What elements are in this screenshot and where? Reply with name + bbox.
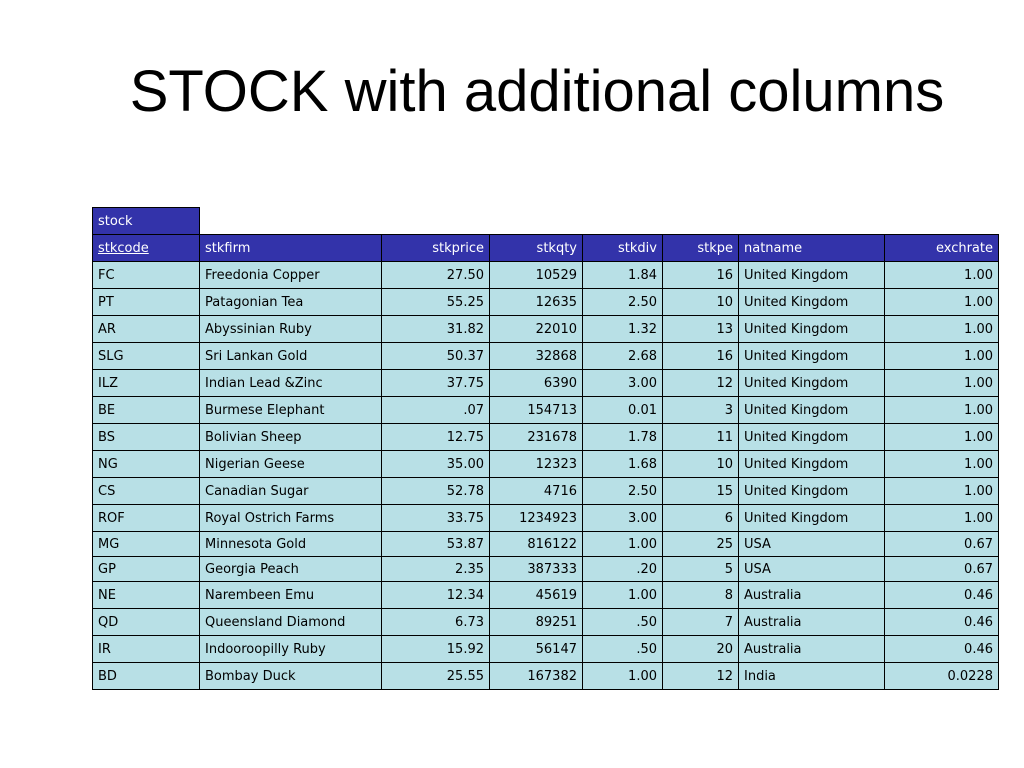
cell-natname: United Kingdom — [739, 451, 885, 478]
cell-stkcode: GP — [93, 557, 200, 582]
cell-stkfirm: Freedonia Copper — [200, 262, 382, 289]
cell-natname: United Kingdom — [739, 505, 885, 532]
table-row — [93, 370, 999, 397]
cell-stkfirm: Nigerian Geese — [200, 451, 382, 478]
cell-stkcode: AR — [93, 316, 200, 343]
cell-stkcode: NE — [93, 582, 200, 609]
cell-stkcode: PT — [93, 289, 200, 316]
cell-stkqty: 1234923 — [490, 505, 583, 532]
table-name-spacer — [200, 208, 999, 235]
cell-stkdiv: .50 — [583, 609, 663, 636]
cell-exchrate: 1.00 — [885, 289, 999, 316]
cell-stkprice: 33.75 — [382, 505, 490, 532]
cell-natname: United Kingdom — [739, 343, 885, 370]
cell-stkpe: 12 — [663, 370, 739, 397]
cell-stkdiv: 2.50 — [583, 289, 663, 316]
cell-stkqty: 154713 — [490, 397, 583, 424]
cell-stkcode: ROF — [93, 505, 200, 532]
cell-stkprice: 27.50 — [382, 262, 490, 289]
column-header-stkdiv: stkdiv — [583, 235, 663, 262]
cell-stkcode: CS — [93, 478, 200, 505]
cell-stkpe: 25 — [663, 532, 739, 557]
cell-stkpe: 11 — [663, 424, 739, 451]
table-row — [93, 397, 999, 424]
table-row — [93, 557, 999, 582]
cell-natname: Australia — [739, 609, 885, 636]
cell-stkfirm: Bombay Duck — [200, 663, 382, 690]
cell-stkfirm: Minnesota Gold — [200, 532, 382, 557]
cell-stkcode: ILZ — [93, 370, 200, 397]
table-row — [93, 609, 999, 636]
cell-stkfirm: Sri Lankan Gold — [200, 343, 382, 370]
table-row — [93, 289, 999, 316]
slide-title: STOCK with additional columns — [129, 59, 945, 124]
cell-stkdiv: 3.00 — [583, 505, 663, 532]
table-row — [93, 262, 999, 289]
stock-table — [92, 207, 999, 690]
cell-stkprice: 31.82 — [382, 316, 490, 343]
cell-stkqty: 22010 — [490, 316, 583, 343]
cell-stkqty: 89251 — [490, 609, 583, 636]
cell-exchrate: 1.00 — [885, 397, 999, 424]
table-row — [93, 532, 999, 557]
cell-natname: USA — [739, 532, 885, 557]
table-row — [93, 636, 999, 663]
cell-stkfirm: Narembeen Emu — [200, 582, 382, 609]
cell-stkqty: 12323 — [490, 451, 583, 478]
cell-exchrate: 1.00 — [885, 478, 999, 505]
cell-stkfirm: Queensland Diamond — [200, 609, 382, 636]
cell-stkpe: 8 — [663, 582, 739, 609]
cell-stkdiv: 1.68 — [583, 451, 663, 478]
cell-stkcode: FC — [93, 262, 200, 289]
table-row — [93, 424, 999, 451]
cell-stkdiv: 3.00 — [583, 370, 663, 397]
cell-stkdiv: 1.00 — [583, 663, 663, 690]
table-name-row — [93, 208, 999, 235]
cell-stkpe: 10 — [663, 451, 739, 478]
cell-stkcode: BE — [93, 397, 200, 424]
cell-stkpe: 15 — [663, 478, 739, 505]
cell-stkqty: 4716 — [490, 478, 583, 505]
cell-stkpe: 12 — [663, 663, 739, 690]
column-header-stkprice: stkprice — [382, 235, 490, 262]
cell-stkqty: 387333 — [490, 557, 583, 582]
cell-natname: United Kingdom — [739, 316, 885, 343]
cell-exchrate: 1.00 — [885, 343, 999, 370]
cell-stkdiv: 2.50 — [583, 478, 663, 505]
cell-stkpe: 6 — [663, 505, 739, 532]
column-header-stkcode: stkcode — [93, 235, 200, 262]
cell-exchrate: 1.00 — [885, 505, 999, 532]
cell-stkcode: BS — [93, 424, 200, 451]
cell-stkdiv: 1.00 — [583, 532, 663, 557]
cell-exchrate: 1.00 — [885, 262, 999, 289]
cell-stkprice: .07 — [382, 397, 490, 424]
cell-stkpe: 20 — [663, 636, 739, 663]
cell-stkqty: 816122 — [490, 532, 583, 557]
cell-stkqty: 12635 — [490, 289, 583, 316]
cell-stkprice: 15.92 — [382, 636, 490, 663]
cell-natname: United Kingdom — [739, 424, 885, 451]
cell-stkprice: 50.37 — [382, 343, 490, 370]
cell-exchrate: 0.67 — [885, 557, 999, 582]
cell-stkpe: 16 — [663, 262, 739, 289]
cell-stkcode: MG — [93, 532, 200, 557]
column-header-stkfirm: stkfirm — [200, 235, 382, 262]
cell-stkprice: 53.87 — [382, 532, 490, 557]
cell-exchrate: 0.67 — [885, 532, 999, 557]
cell-exchrate: 0.0228 — [885, 663, 999, 690]
column-header-row — [93, 235, 999, 262]
cell-stkdiv: 0.01 — [583, 397, 663, 424]
cell-exchrate: 0.46 — [885, 636, 999, 663]
table-row — [93, 582, 999, 609]
cell-stkfirm: Indian Lead &Zinc — [200, 370, 382, 397]
table-row — [93, 343, 999, 370]
cell-stkdiv: .20 — [583, 557, 663, 582]
cell-stkqty: 231678 — [490, 424, 583, 451]
cell-stkprice: 55.25 — [382, 289, 490, 316]
cell-stkprice: 25.55 — [382, 663, 490, 690]
cell-stkqty: 6390 — [490, 370, 583, 397]
cell-stkqty: 10529 — [490, 262, 583, 289]
cell-stkpe: 13 — [663, 316, 739, 343]
cell-exchrate: 0.46 — [885, 582, 999, 609]
cell-stkprice: 12.75 — [382, 424, 490, 451]
table-row — [93, 663, 999, 690]
cell-natname: USA — [739, 557, 885, 582]
cell-natname: United Kingdom — [739, 397, 885, 424]
cell-stkprice: 12.34 — [382, 582, 490, 609]
cell-stkdiv: 2.68 — [583, 343, 663, 370]
cell-stkcode: NG — [93, 451, 200, 478]
cell-stkdiv: 1.00 — [583, 582, 663, 609]
cell-stkfirm: Royal Ostrich Farms — [200, 505, 382, 532]
cell-stkfirm: Georgia Peach — [200, 557, 382, 582]
column-header-exchrate: exchrate — [885, 235, 999, 262]
table-row — [93, 478, 999, 505]
cell-stkprice: 37.75 — [382, 370, 490, 397]
cell-natname: United Kingdom — [739, 262, 885, 289]
cell-stkpe: 3 — [663, 397, 739, 424]
cell-stkcode: SLG — [93, 343, 200, 370]
cell-stkfirm: Abyssinian Ruby — [200, 316, 382, 343]
cell-stkqty: 56147 — [490, 636, 583, 663]
column-header-natname: natname — [739, 235, 885, 262]
cell-stkdiv: 1.32 — [583, 316, 663, 343]
cell-stkcode: IR — [93, 636, 200, 663]
cell-natname: India — [739, 663, 885, 690]
cell-exchrate: 1.00 — [885, 370, 999, 397]
table-row — [93, 505, 999, 532]
cell-stkpe: 16 — [663, 343, 739, 370]
column-header-stkqty: stkqty — [490, 235, 583, 262]
cell-natname: United Kingdom — [739, 478, 885, 505]
cell-stkpe: 10 — [663, 289, 739, 316]
cell-stkpe: 7 — [663, 609, 739, 636]
cell-stkprice: 6.73 — [382, 609, 490, 636]
cell-natname: United Kingdom — [739, 370, 885, 397]
cell-stkfirm: Indooroopilly Ruby — [200, 636, 382, 663]
cell-stkcode: BD — [93, 663, 200, 690]
table-row — [93, 451, 999, 478]
cell-stkfirm: Canadian Sugar — [200, 478, 382, 505]
cell-exchrate: 1.00 — [885, 424, 999, 451]
cell-natname: Australia — [739, 582, 885, 609]
cell-stkqty: 32868 — [490, 343, 583, 370]
cell-stkprice: 2.35 — [382, 557, 490, 582]
cell-exchrate: 0.46 — [885, 609, 999, 636]
cell-stkfirm: Bolivian Sheep — [200, 424, 382, 451]
cell-stkdiv: 1.78 — [583, 424, 663, 451]
table-name-label: stock — [93, 208, 200, 235]
cell-stkpe: 5 — [663, 557, 739, 582]
column-header-stkpe: stkpe — [663, 235, 739, 262]
cell-exchrate: 1.00 — [885, 316, 999, 343]
cell-stkcode: QD — [93, 609, 200, 636]
cell-natname: Australia — [739, 636, 885, 663]
table-row — [93, 316, 999, 343]
cell-stkqty: 45619 — [490, 582, 583, 609]
cell-natname: United Kingdom — [739, 289, 885, 316]
cell-stkqty: 167382 — [490, 663, 583, 690]
cell-stkfirm: Burmese Elephant — [200, 397, 382, 424]
cell-stkdiv: 1.84 — [583, 262, 663, 289]
cell-stkdiv: .50 — [583, 636, 663, 663]
cell-stkfirm: Patagonian Tea — [200, 289, 382, 316]
cell-exchrate: 1.00 — [885, 451, 999, 478]
cell-stkprice: 52.78 — [382, 478, 490, 505]
cell-stkprice: 35.00 — [382, 451, 490, 478]
